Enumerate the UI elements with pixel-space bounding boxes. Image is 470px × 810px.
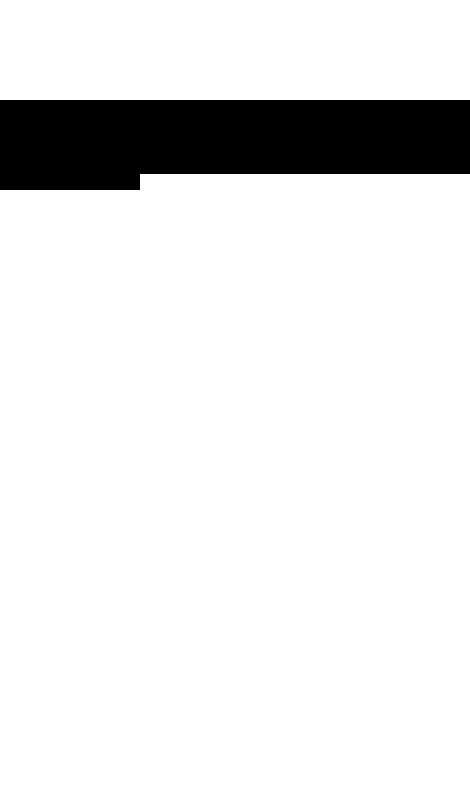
redaction-block bbox=[0, 172, 140, 190]
redaction-block bbox=[0, 100, 470, 174]
